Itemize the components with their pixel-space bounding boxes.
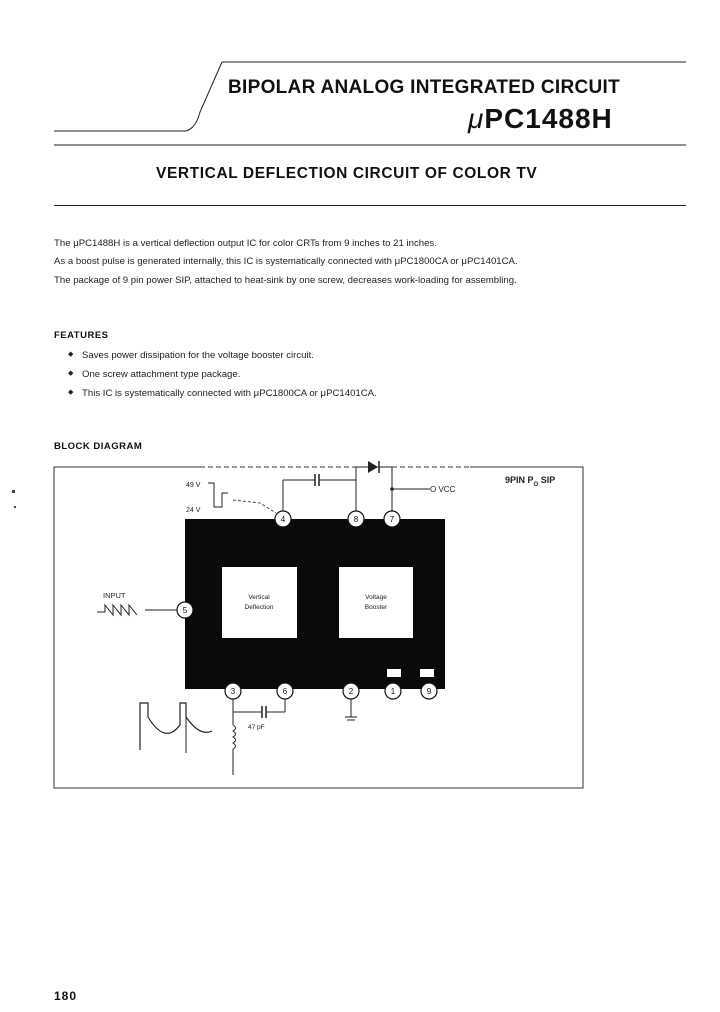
margin-mark [12,490,15,493]
description-line-1: The μPC1488H is a vertical deflection output IC for color CRTs from 9 inches to 21 inches. [54,238,437,249]
page-subtitle: VERTICAL DEFLECTION CIRCUIT OF COLOR TV [156,165,538,182]
pin-2-label: 2 [348,687,354,696]
package-label: 9PIN $P_O$ SIP [505,475,556,488]
vcc-label: O VCC [430,485,456,494]
output-waveform [140,703,212,750]
block-diagram-heading: BLOCK DIAGRAM [54,441,143,452]
input-sawtooth [97,605,137,615]
block-diagram [0,455,720,795]
vertical-deflection-label-1: Vertical [248,594,270,601]
doc-category: BIPOLAR ANALOG INTEGRATED CIRCUIT [228,77,620,98]
diode-symbol [368,461,378,473]
part-number-heading [468,103,613,135]
features-heading: FEATURES [54,330,109,341]
pin-1-label: 1 [390,687,396,696]
pin-3-label: 3 [230,687,236,696]
part-number: PC1488H [484,103,613,134]
v24-label: 24 V [186,507,201,514]
vertical-deflection-block [222,567,297,638]
description-line-3: The package of 9 pin power SIP, attached to heat-sink by one screw, decreases work-loading for assembling. [54,275,517,286]
feature-item: ◆ Saves power dissipation for the voltage booster circuit. [68,350,377,369]
input-label: INPUT [103,591,126,600]
margin-mark [14,506,16,508]
feature-item: ◆ This IC is systematically connected with μPC1800CA or μPC1401CA. [68,388,377,407]
feature-item: ◆ One screw attachment type package. [68,369,377,388]
v49-label: 49 V [186,482,201,489]
pin-6-label: 6 [282,687,288,696]
micro-prefix: μ [468,103,485,134]
pulse-waveform [208,483,228,507]
features-list [68,350,377,407]
pin-5-label: 5 [182,606,188,615]
pin-8-label: 8 [353,515,359,524]
deflection-coil [233,725,236,749]
cap-47pf-label: 47 pF [248,724,265,731]
description-line-2: As a boost pulse is generated internally, this IC is systematically connected with μPC1800CA or μPC1401CA. [54,256,518,267]
subtitle-rule [54,205,686,206]
pin-9-label: 9 [426,687,432,696]
voltage-booster-block [339,567,413,638]
voltage-booster-label-2: Booster [364,604,388,611]
pin-4-label: 4 [280,515,286,524]
voltage-booster-label-1: Voltage [365,594,387,601]
page-number: 180 [54,989,78,1003]
pin-7-label: 7 [389,515,395,524]
vertical-deflection-label-2: Deflection [244,604,274,611]
